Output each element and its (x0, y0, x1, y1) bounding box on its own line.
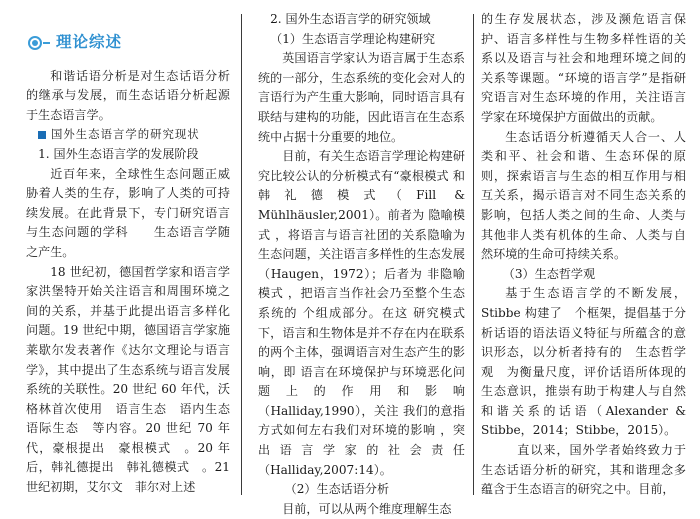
column-right (481, 0, 686, 495)
paragraph-analysis-models: 目前，有关生态语言学理论构建研究比较公认的分析模式有“豪根模式 和 韩礼德模式（Fill & Mühlhäusler,2001）。前者为 隐喻模式 ，将语言与语言社团的关系隐喻为生态问题，关注语言多样性的生态发展（Haugen，1972）；后者为 非隐喻模式 ，把语言当作社会乃至整个生态系统的 个组成部分。在这 研究模式下，语言和生物体是并不存在内在联系的两个主体，强调语言对生态产生的影响，即 语言在环境保护与环境恶化问题上的作用和影响（Halliday,1990），关注 我们的意指方式如何左右我们对环境的影响 ，突出语言学家的社会责任（Halliday,2007:14）。 (258, 149, 465, 477)
paragraph-background: 近百年来，全球性生态问题正威胁着人类的生存，影响了人类的可持续发展。在此背景下，专门研究语言与生态问题的学科 生态语言学随之产生。 (26, 166, 230, 259)
paragraph-british-linguists: 英国语言学家认为语言属于生态系统的一部分，生态系统的变化会对人的言语行为产生重大影响，同时语言具有联结与建构的功能，因此语言在生态系统中占据十分重要的地位。 (258, 51, 465, 144)
subsection-heading (38, 125, 230, 145)
paragraph-principles: 生态话语分析遵循天人合一、人类和平、社会和谐、生态环保的原则，探索语言与生态的相互作用与相互关系，揭示语言对不同生态关系的影响，包括人类之间的生命、人类与其他非人类有机体的生命、人类与自然环境的生命可持续关系。 (481, 129, 686, 262)
column-divider (241, 14, 242, 495)
column-divider (473, 14, 474, 495)
bullet-circle-icon (28, 36, 50, 50)
heading-theory-construction: （1）生态语言学理论构建研究 (270, 31, 436, 46)
heading-development-stages: 1. 国外生态语言学的发展阶段 (38, 146, 199, 161)
paragraph-history: 18 世纪初，德国哲学家和语言学家洪堡特开始关注语言和周围环境之间的关系，并基于此提出语言多样化问题。19 世纪中期，德国语言学家施莱歇尔发表著作《达尔文理论与语言学》，其中提出了生态系统与语言发展系统的关联性。20 世纪 60 年代，沃格林首次使用 语言生态 语内生态 语际生态 等内容。20 世纪 70 年代，豪根提出 豪根模式 。20 年后，韩礼德提出 韩礼德模式 。21 世纪初期，艾尔文 菲尔对上述 (26, 264, 243, 495)
heading-eco-philosophy: （3）生态哲学观 (502, 266, 596, 281)
square-bullet-icon (38, 131, 46, 139)
subsection-heading-text: 国外生态语言学的研究现状 (51, 127, 200, 142)
paragraph-two-dimensions: 目前，可以从两个维度理解生态 (282, 501, 452, 516)
heading-eco-discourse: （2）生态话语分析 (284, 482, 390, 497)
section-title: 理论综述 (56, 33, 123, 51)
heading-research-fields: 2. 国外生态语言学的研究领域 (270, 12, 431, 26)
paragraph-conclusion: 直以来，国外学者始终致力于生态话语分析的研究，其和谐理念多蕴含于生态语言的研究之中。目前， (481, 443, 686, 497)
column-middle (258, 0, 465, 516)
paragraph-survival-status: 的生存发展状态，涉及濒危语言保护、语言多样性与生物多样性语的关系以及语言与社会和地理环境之间的关系等课题。“环境的语言学”是指研究语言对生态环境的作用，关注语言学家在环境保护方面做出的贡献。 (481, 12, 686, 124)
section-header (28, 33, 230, 53)
paragraph-stibbe: 基于生态语言学的不断发展，Stibbe 构建了 个框架，提倡基于分析话语的语法语义特征与所蕴含的意识形态，以分析者持有的 生态哲学观 为衡量尺度，评价话语所体现的生态意识，推崇有助于构建人与自然和谐关系的话语（Alexander & Stibbe，2014；Stibbe，2015）。 (481, 286, 686, 438)
column-left (26, 0, 243, 495)
paragraph-intro: 和谐话语分析是对生态话语分析的继承与发展，而生态话语分析起源于生态语言学。 (26, 68, 230, 122)
